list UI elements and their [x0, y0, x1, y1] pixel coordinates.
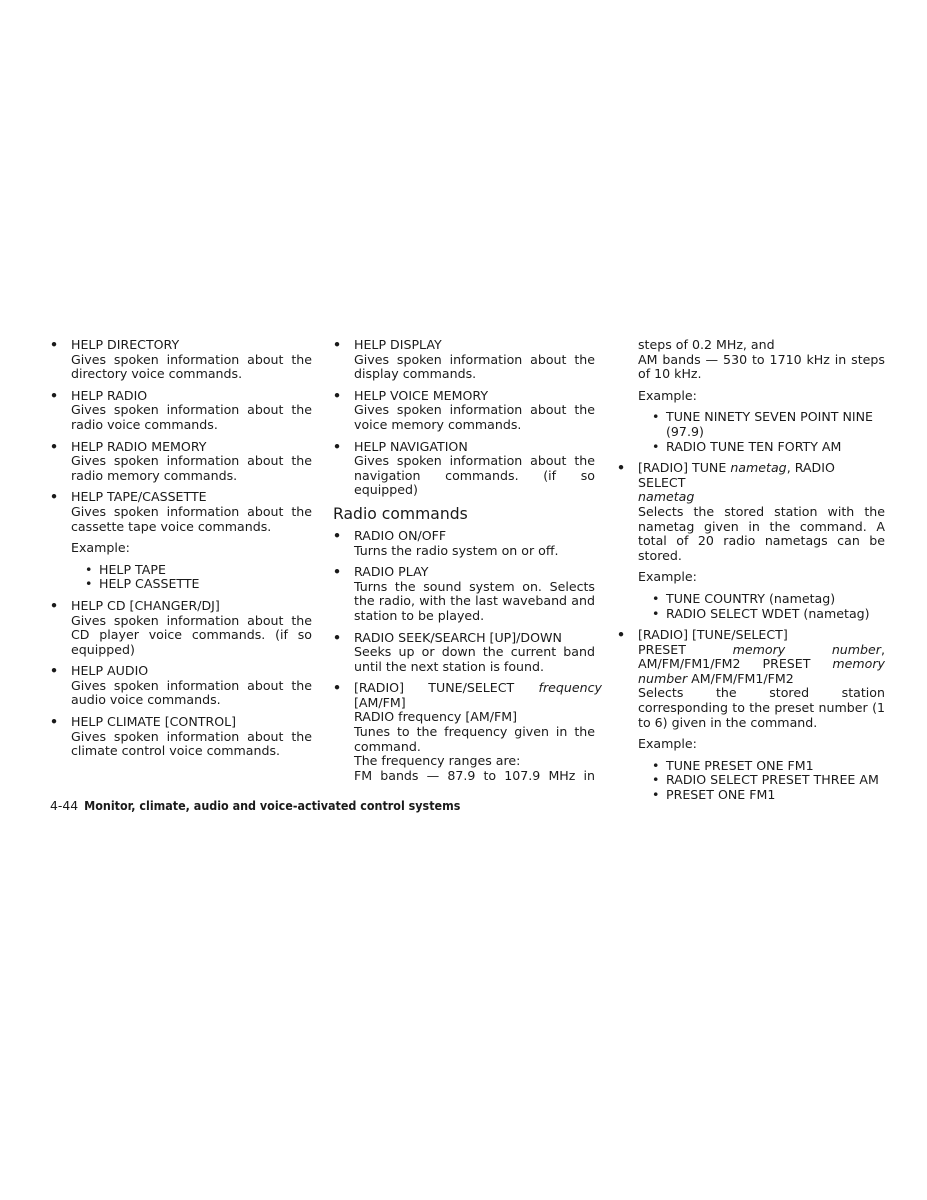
heading-italic: number: [831, 641, 881, 657]
fm-range: FM bands — 87.9 to 107.9 MHz in: [354, 767, 595, 783]
entry-heading: RADIO ON/OFF: [354, 527, 447, 543]
entry-description: Gives spoken information about the radio memory commands.: [71, 453, 312, 483]
example-text: HELP TAPE: [99, 561, 166, 577]
radio-play-entry: [333, 565, 595, 623]
entry-description: Gives spoken information about the audio voice commands.: [71, 677, 312, 708]
heading-italic: memory: [832, 656, 885, 672]
entry-description: Gives spoken information about the cassette tape voice commands.: [71, 503, 312, 534]
entry-heading: HELP TAPE/CASSETTE: [71, 489, 207, 505]
bullet-icon: •: [333, 629, 342, 645]
example-label: Example:: [638, 736, 697, 752]
column-3: [617, 338, 885, 810]
example-text: RADIO TUNE TEN FORTY AM: [666, 438, 842, 454]
heading-italic: nametag: [638, 489, 695, 505]
entry-heading: HELP VOICE MEMORY: [354, 387, 489, 403]
entry-heading: HELP AUDIO: [71, 663, 149, 679]
bullet-icon: •: [333, 527, 342, 543]
example-text: TUNE NINETY SEVEN POINT NINE (97.9): [666, 409, 873, 439]
ranges-label: The frequency ranges are:: [354, 753, 521, 769]
bullet-icon: •: [333, 680, 342, 696]
entry-heading: HELP RADIO: [71, 387, 148, 403]
bullet-icon: •: [652, 757, 660, 773]
heading-alt: RADIO frequency [AM/FM]: [354, 709, 518, 725]
bullet-icon: •: [50, 597, 59, 613]
bullet-icon: •: [50, 337, 59, 352]
example-label: Example:: [638, 387, 697, 403]
help-audio-entry: [50, 664, 312, 708]
example-list: [638, 410, 885, 454]
bullet-icon: •: [333, 387, 342, 403]
entry-description: Gives spoken information about the radio voice commands.: [71, 402, 312, 432]
example-list: [71, 563, 312, 592]
bullet-icon: •: [617, 460, 626, 476]
list-item: [652, 773, 885, 788]
bullet-icon: •: [652, 438, 660, 454]
heading-italic: number: [638, 670, 688, 686]
entry-description: Tunes to the frequency given in the command.: [354, 724, 595, 754]
entry-description: Gives spoken information about the navigation commands. (if so equipped): [354, 453, 595, 498]
example-text: PRESET ONE FM1: [666, 787, 776, 803]
bullet-icon: •: [652, 787, 660, 803]
heading-italic: nametag: [730, 460, 787, 476]
bullet-icon: •: [652, 409, 660, 425]
help-radio-entry: [50, 389, 312, 433]
list-item: [652, 440, 885, 455]
heading-band: [AM/FM]: [354, 694, 406, 710]
list-item: [652, 592, 885, 607]
example-list: [638, 759, 885, 803]
bullet-icon: •: [333, 564, 342, 580]
heading-part: PRESET: [638, 641, 686, 657]
list-item: [652, 788, 885, 803]
column-1: [50, 338, 312, 766]
entry-heading: RADIO SEEK/SEARCH [UP]/DOWN: [354, 629, 562, 645]
help-cd-entry: [50, 599, 312, 657]
bullet-icon: •: [50, 438, 59, 454]
entry-heading: HELP RADIO MEMORY: [71, 438, 207, 454]
entry-description: Selects the stored station corresponding to the preset number (1 to 6) given in the command.: [638, 685, 885, 730]
example-text: RADIO SELECT PRESET THREE AM: [666, 772, 879, 788]
example-label: Example:: [71, 540, 130, 556]
help-climate-entry: [50, 715, 312, 759]
bullet-icon: •: [50, 489, 59, 505]
entry-heading: [354, 681, 602, 696]
entry-heading: RADIO PLAY: [354, 564, 429, 580]
bullet-icon: •: [333, 438, 342, 454]
entry-description: Seeks up or down the current band until the next station is found.: [354, 644, 595, 674]
bullet-icon: •: [652, 590, 660, 606]
list-item: [85, 577, 312, 592]
heading-part: AM/FM/FM1/FM2: [638, 656, 741, 672]
continuation-text: AM bands — 530 to 1710 kHz in steps of 10 kHz.: [638, 351, 885, 382]
example-list: [638, 592, 885, 621]
section-title: Radio commands: [333, 504, 468, 523]
heading-part: , RADIO SELECT: [638, 460, 835, 490]
help-navigation-entry: [333, 440, 595, 498]
entry-heading: [638, 461, 885, 490]
radio-nametag-entry: [617, 461, 885, 621]
list-item: [652, 410, 885, 439]
preset-line: [638, 657, 885, 672]
radio-preset-entry: [617, 628, 885, 803]
bullet-icon: •: [652, 605, 660, 621]
preset-line: [638, 643, 885, 658]
example-text: TUNE COUNTRY (nametag): [666, 590, 836, 606]
chapter-title: Monitor, climate, audio and voice-activated control systems: [84, 798, 461, 813]
heading-part: AM/FM/FM1/FM2: [687, 670, 794, 686]
heading-part: PRESET: [762, 656, 811, 672]
help-voice-memory-entry: [333, 389, 595, 433]
column-2: [333, 337, 602, 790]
list-item: [652, 759, 885, 774]
example-text: HELP CASSETTE: [99, 576, 200, 592]
bullet-icon: •: [50, 663, 59, 679]
bullet-icon: •: [617, 627, 626, 643]
entry-heading: HELP DISPLAY: [354, 337, 442, 352]
entry-description: Gives spoken information about the directory voice commands.: [71, 351, 312, 382]
list-item: [652, 607, 885, 622]
preset-line: [638, 672, 885, 687]
entry-heading: HELP NAVIGATION: [354, 438, 468, 454]
entry-description: Turns the radio system on or off.: [354, 542, 559, 558]
heading-part: ,: [880, 641, 885, 657]
page-footer: [50, 799, 460, 813]
bullet-icon: •: [50, 714, 59, 730]
bullet-icon: •: [50, 387, 59, 403]
example-text: TUNE PRESET ONE FM1: [666, 757, 814, 773]
heading-italic: memory: [732, 641, 786, 657]
entry-description: Gives spoken information about the voice memory commands.: [354, 402, 595, 432]
help-radio-memory-entry: [50, 440, 312, 484]
help-tape-cassette-entry: [50, 490, 312, 592]
example-text: RADIO SELECT WDET (nametag): [666, 605, 870, 621]
bullet-icon: •: [85, 561, 93, 577]
entry-heading: HELP CLIMATE [CONTROL]: [71, 714, 237, 730]
example-label: Example:: [638, 569, 697, 585]
radio-tune-select-entry: [333, 681, 602, 783]
heading-italic: frequency: [538, 680, 602, 696]
help-directory-entry: [50, 338, 312, 382]
frequency-continuation: [617, 338, 885, 454]
entry-description: Turns the sound system on. Selects the radio, with the last waveband and station to be played.: [354, 578, 595, 623]
entry-heading: HELP DIRECTORY: [71, 337, 180, 352]
entry-heading: HELP CD [CHANGER/DJ]: [71, 597, 220, 613]
list-item: [85, 563, 312, 578]
page-number: 4-44: [50, 798, 79, 813]
heading-part: [RADIO] TUNE/SELECT: [354, 680, 515, 696]
radio-on-off-entry: [333, 529, 595, 558]
radio-seek-entry: [333, 631, 595, 675]
entry-heading: [RADIO] [TUNE/SELECT]: [638, 627, 788, 643]
help-display-entry: [333, 338, 595, 382]
bullet-icon: •: [85, 576, 93, 592]
bullet-icon: •: [333, 337, 342, 352]
continuation-text: steps of 0.2 MHz, and: [638, 337, 775, 352]
bullet-icon: •: [652, 772, 660, 788]
entry-description: Gives spoken information about the display commands.: [354, 351, 595, 382]
heading-part: [RADIO] TUNE: [638, 460, 731, 476]
entry-description: Gives spoken information about the climate control voice commands.: [71, 728, 312, 759]
entry-description: Selects the stored station with the nametag given in the command. A total of 20 radio nametags can be stored.: [638, 503, 885, 563]
entry-description: Gives spoken information about the CD player voice commands. (if so equipped): [71, 612, 312, 657]
